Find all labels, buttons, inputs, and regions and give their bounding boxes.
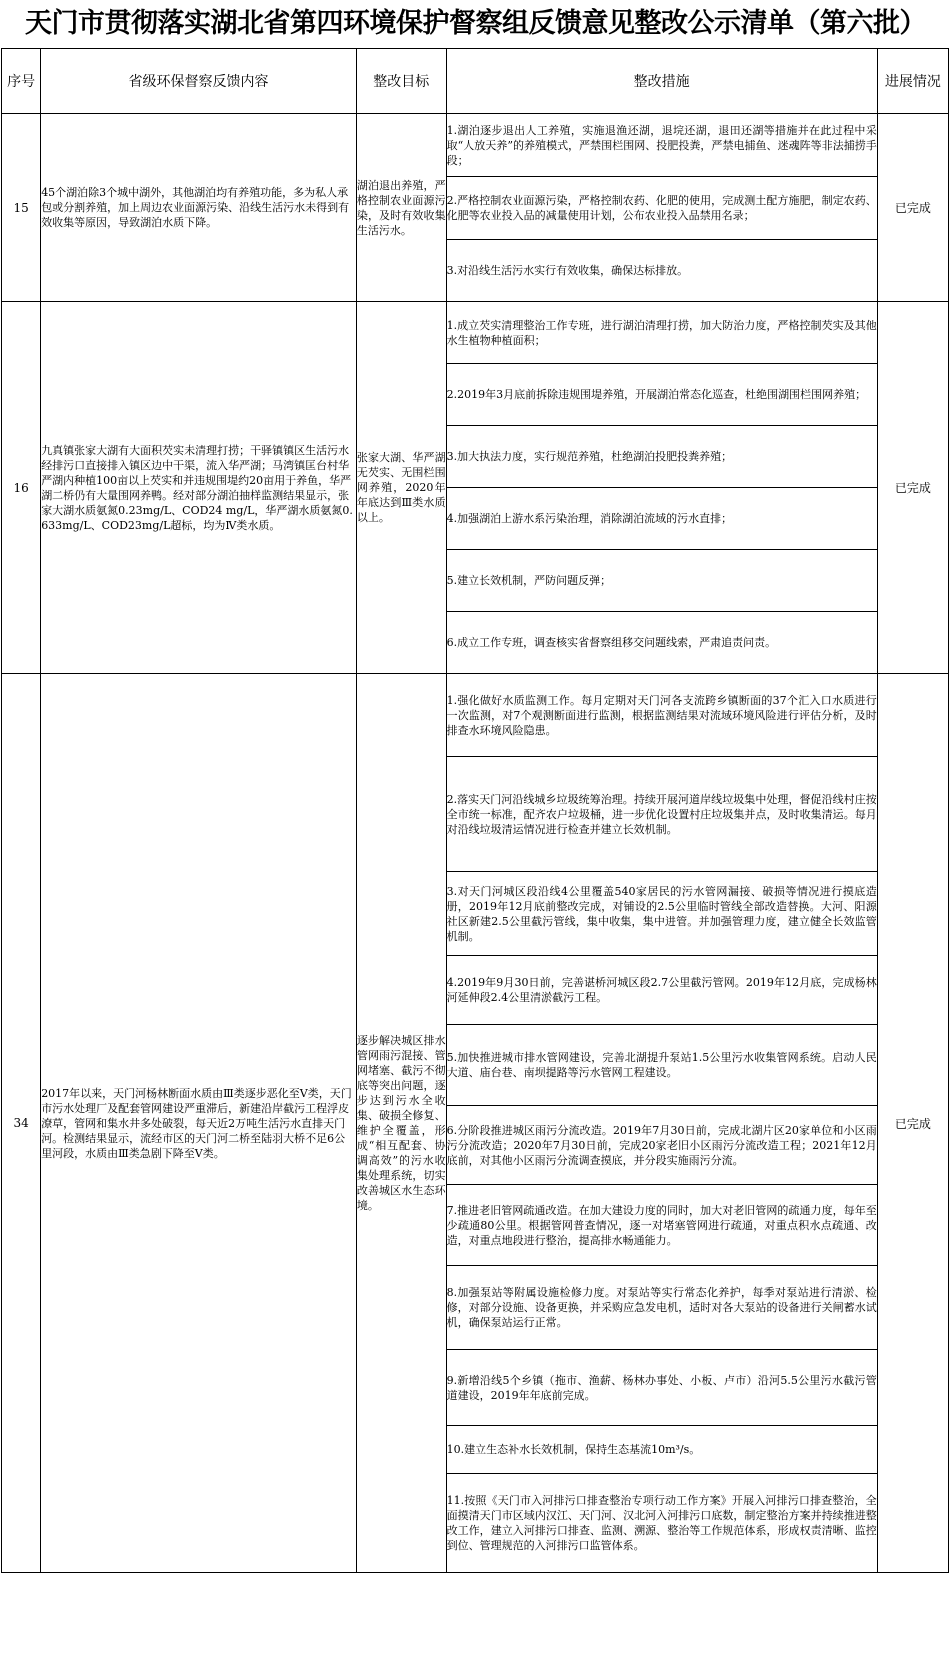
- header-measures: 整改措施: [446, 49, 877, 114]
- measure-cell: 1.强化做好水质监测工作。每月定期对天门河各支流跨乡镇断面的37个汇入口水质进行一次监测，对7个观测断面进行监测，根据监测结果对流域环境风险进行评估分析，及时排查水环境风险隐患。: [446, 674, 877, 757]
- measure-cell: 2.2019年3月底前拆除违规围堤养殖，开展湖泊常态化巡查，杜绝围湖围栏围网养殖；: [446, 364, 877, 426]
- header-feedback: 省级环保督察反馈内容: [41, 49, 357, 114]
- measure-cell: 3.对沿线生活污水实行有效收集，确保达标排放。: [446, 240, 877, 302]
- measure-cell: 3.加大执法力度，实行规范养殖，杜绝湖泊投肥投粪养殖；: [446, 426, 877, 488]
- measure-cell: 10.建立生态补水长效机制，保持生态基流10m³/s。: [446, 1426, 877, 1474]
- goal-cell: 逐步解决城区排水管网雨污混接、管网堵塞、截污不彻底等突出问题，逐步达到污水全收集、破损全修复、维护全覆盖，形成“相互配套、协调高效”的污水收集处理系统，切实改善城区水生态环境。: [356, 674, 446, 1573]
- measure-cell: 2.落实天门河沿线城乡垃圾统筹治理。持续开展河道岸线垃圾集中处理，督促沿线村庄按全市统一标准，配齐农户垃圾桶，进一步优化设置村庄垃圾集并点，及时收集清运。每月对沿线垃圾清运情况进行检查并建立长效机制。: [446, 757, 877, 872]
- measure-cell: 6.分阶段推进城区雨污分流改造。2019年7月30日前，完成北湖片区20家单位和小区雨污分流改造；2020年7月30日前，完成20家老旧小区雨污分流改造工程；2021年12月底前，对其他小区雨污分流调查摸底，并分段实施雨污分流。: [446, 1106, 877, 1185]
- measure-cell: 9.新增沿线5个乡镇（拖市、渔薪、杨林办事处、小板、卢市）沿河5.5公里污水截污管道建设，2019年年底前完成。: [446, 1350, 877, 1426]
- measure-cell: 4.2019年9月30日前，完善谌桥河城区段2.7公里截污管网。2019年12月底，完成杨林河延伸段2.4公里清淤截污工程。: [446, 956, 877, 1025]
- seq-cell: 15: [2, 114, 41, 302]
- seq-cell: 16: [2, 302, 41, 674]
- seq-cell: 34: [2, 674, 41, 1573]
- measure-cell: 3.对天门河城区段沿线4公里覆盖540家居民的污水管网漏接、破损等情况进行摸底造册，2019年12月底前整改完成，对铺设的2.5公里临时管线全部改造替换。大河、阳源社区新建2.5公里截污管线，集中收集，集中进管。并加强管理力度，建立健全长效监管机制。: [446, 872, 877, 956]
- status-cell: 已完成: [877, 114, 948, 302]
- measure-cell: 11.按照《天门市入河排污口排查整治专项行动工作方案》开展入河排污口排查整治，全面摸清天门市区域内汉江、天门河、汉北河入河排污口底数，制定整治方案并持续推进整改工作，建立入河排污口排查、监测、溯源、整治等工作规范体系，形成权责清晰、监控到位、管理规范的入河排污口监管体系。: [446, 1474, 877, 1573]
- header-row: [2, 49, 949, 114]
- header-status: 进展情况: [877, 49, 948, 114]
- goal-cell: 张家大湖、华严湖无芡实、无围栏围网养殖，2020年年底达到Ⅲ类水质以上。: [356, 302, 446, 674]
- measure-cell: 7.推进老旧管网疏通改造。在加大建设力度的同时，加大对老旧管网的疏通力度，每年至少疏通80公里。根据管网普查情况，逐一对堵塞管网进行疏通，对重点积水点疏通、改造，对重点地段进行整治，提高排水畅通能力。: [446, 1185, 877, 1266]
- table-row: [2, 114, 949, 177]
- measure-cell: 6.成立工作专班，调查核实省督察组移交问题线索，严肃追责问责。: [446, 612, 877, 674]
- rectification-table: [1, 48, 949, 1573]
- page-title: 天门市贯彻落实湖北省第四环境保护督察组反馈意见整改公示清单（第六批）: [25, 8, 926, 39]
- feedback-cell: 九真镇张家大湖有大面积芡实未清理打捞；干驿镇镇区生活污水经排污口直接排入镇区边中干渠，流入华严湖；马湾镇匡台村华严湖内种植100亩以上芡实和并违规围堤约20亩用于养鱼，华严湖二桥仍有大量围网养鸭。经对部分湖泊抽样监测结果显示，张家大湖水质氨氮0.23mg/L、COD24 mg/L，华严湖水质氨氮0.633mg/L、COD23mg/L超标，均为Ⅳ类水质。: [41, 302, 357, 674]
- feedback-cell: 45个湖泊除3个城中湖外，其他湖泊均有养殖功能，多为私人承包或分割养殖，加上周边农业面源污染、沿线生活污水未得到有效收集等原因，导致湖泊水质下降。: [41, 114, 357, 302]
- measure-cell: 5.加快推进城市排水管网建设，完善北湖提升泵站1.5公里污水收集管网系统。启动人民大道、庙台巷、南坝提路等污水管网工程建设。: [446, 1025, 877, 1106]
- header-goal: 整改目标: [356, 49, 446, 114]
- status-cell: 已完成: [877, 302, 948, 674]
- header-seq: 序号: [2, 49, 41, 114]
- feedback-cell: 2017年以来，天门河杨林断面水质由Ⅲ类逐步恶化至Ⅴ类，天门市污水处理厂及配套管网建设严重滞后，新建沿岸截污工程浮皮潦草，管网和集水井多处破裂，每天近2万吨生活污水直排天门河。检测结果显示，流经市区的天门河二桥至陆羽大桥不足6公里河段，水质由Ⅲ类急剧下降至Ⅴ类。: [41, 674, 357, 1573]
- measure-cell: 5.建立长效机制，严防问题反弹；: [446, 550, 877, 612]
- table-row: [2, 302, 949, 364]
- measure-cell: 1.湖泊逐步退出人工养殖，实施退渔还湖，退垸还湖，退田还湖等措施并在此过程中采取“人放天养”的养殖模式，严禁围栏围网、投肥投粪，严禁电捕鱼、迷魂阵等非法捕捞手段；: [446, 114, 877, 177]
- measure-cell: 1.成立芡实清理整治工作专班，进行湖泊清理打捞，加大防治力度，严格控制芡实及其他水生植物种植面积；: [446, 302, 877, 364]
- measure-cell: 4.加强湖泊上游水系污染治理，消除湖泊流域的污水直排；: [446, 488, 877, 550]
- status-cell: 已完成: [877, 674, 948, 1573]
- table-row: [2, 674, 949, 757]
- measure-cell: 2.严格控制农业面源污染，严格控制农药、化肥的使用，完成测土配方施肥，制定农药、化肥等农业投入品的减量使用计划，公布农业投入品禁用名录；: [446, 177, 877, 240]
- measure-cell: 8.加强泵站等附属设施检修力度。对泵站等实行常态化养护，每季对泵站进行清淤、检修，对部分设施、设备更换，并采购应急发电机，适时对各大泵站的设备进行关闸蓄水试机，确保泵站运行正常。: [446, 1266, 877, 1350]
- goal-cell: 湖泊退出养殖，严格控制农业面源污染，及时有效收集生活污水。: [356, 114, 446, 302]
